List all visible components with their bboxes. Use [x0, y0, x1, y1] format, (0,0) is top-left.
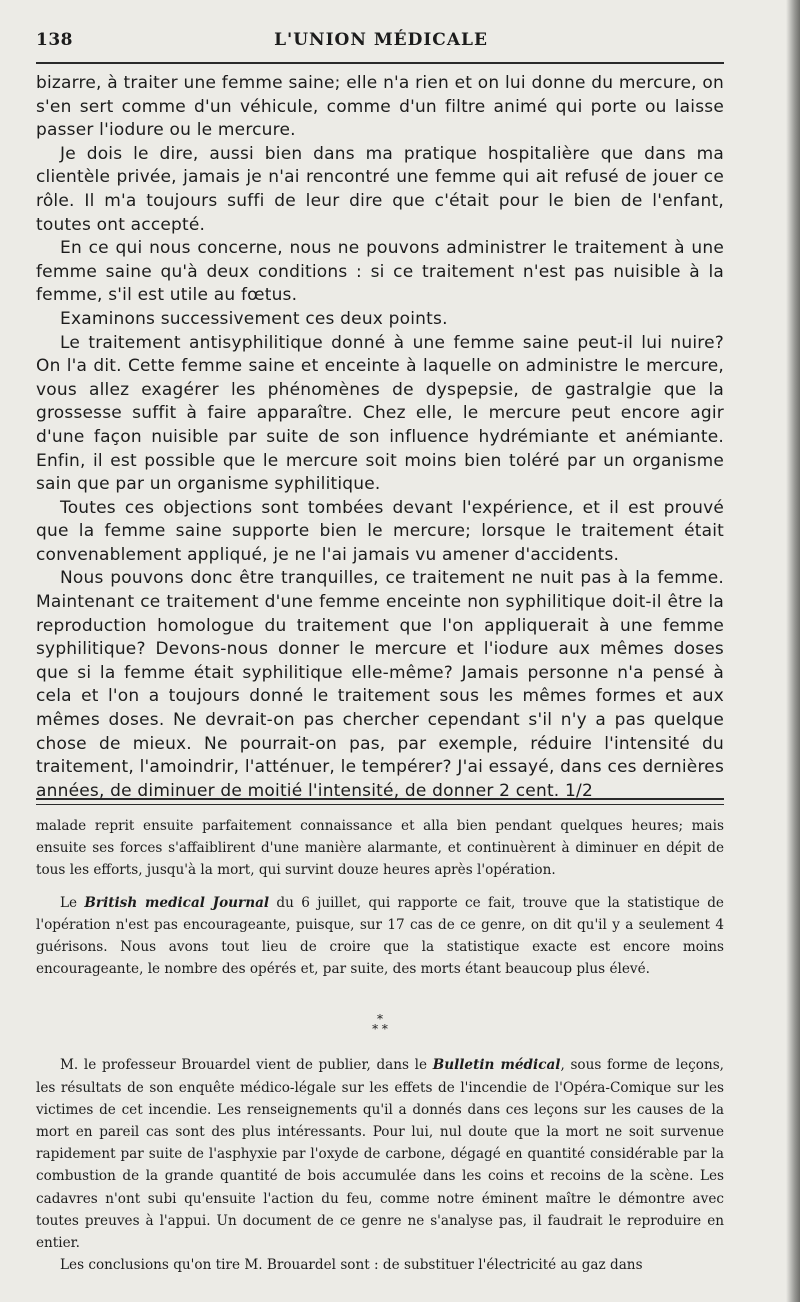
page-spine-shadow: [786, 0, 800, 1302]
page-header: [36, 28, 726, 56]
note-text: Le: [60, 894, 85, 911]
asterism-bottom: * *: [372, 1022, 388, 1037]
paragraph: Examinons successivement ces deux points.: [60, 308, 448, 329]
paragraph: En ce qui nous concerne, nous ne pouvons administrer le traitement à une femme saine qu'à deux conditions : si ce traitement n'est pas nuisible à la femme, s'il est utile au fœtus.: [36, 238, 724, 306]
note-paragraph: [36, 892, 724, 981]
asterism-top: *: [377, 1012, 383, 1027]
section-divider: [36, 798, 724, 805]
paragraph: bizarre, à traiter une femme saine; elle n'a rien et on lui donne du mercure, on s'en sert comme d'un véhicule, comme d'un filtre animé qui porte ou laisse passer l'iodure ou le mercure.: [36, 73, 724, 141]
note-paragraph: malade reprit ensuite parfaitement connaissance et alla bien pendant quelques heures; mais ensuite ses forces s'affaiblirent d'une manière alarmante, et continuèrent à diminuer en dépit de tous les efforts, jusqu'à la mort, qui survint douze heures après l'opération.: [36, 818, 724, 879]
paragraph: Le traitement antisyphilitique donné à une femme saine peut-il lui nuire? On l'a dit. Cette femme saine et enceinte à laquelle on administre le mercure, vous allez exagérer les phénomènes de dyspepsie, de gastralgie que la grossesse suffit à faire apparaître. Chez elle, le mercure peut encore agir d'une façon nuisible par suite de son influence hydrémiante et anémiante. Enfin, il est possible que le mercure soit moins bien toléré par un organisme sain que par un organisme syphilitique.: [36, 332, 724, 495]
note-text: M. le professeur Brouardel vient de publier, dans le: [60, 1057, 433, 1074]
journal-title: Bulletin médical: [432, 1057, 561, 1074]
note-text: , sous forme de leçons, les résultats de son enquête médico-légale sur les effets de l'incendie de l'Opéra-Comique sur les victimes de cet incendie. Les renseignements qu'il a donnés dans ces leçons sur les causes de la mort en pareil cas sont des plus intéressants. Pour lui, nul doute que la mort ne soit survenue rapidement par suite de l'asphyxie par l'oxyde de carbone, dégagé en quantité considérable par la combustion de la grande quantité de bois accumulée dans les coins et recoins de la scène. Les cadavres n'ont subi qu'ensuite l'action du feu, comme notre éminent maître le démontre avec toutes preuves à l'appui. Un document de ce genre ne s'analyse pas, il faudrait le reproduire en entier.: [36, 1057, 724, 1252]
asterism: [36, 1012, 724, 1037]
note-text: du 6 juillet, qui rapporte ce fait, trouve que la statistique de l'opération n'est pas encourageante, puisque, sur 17 cas de ce genre, on dit qu'il y a seulement 4 guérisons. Nous avons tout lieu de croire que la statistique exacte est encore moins encourageante, le nombre des opérés et, par suite, des morts étant beaucoup plus élevé.: [36, 894, 724, 978]
running-title: L'UNION MÉDICALE: [274, 30, 488, 50]
paragraph: Je dois le dire, aussi bien dans ma pratique hospitalière que dans ma clientèle privée, jamais je n'ai rencontré une femme qui ait refusé de jouer ce rôle. Il m'a toujours suffi de leur dire que c'était pour le bien de l'enfant, toutes ont accepté.: [36, 143, 724, 235]
note-paragraph: Les conclusions qu'on tire M. Brouardel sont : de substituer l'électricité au gaz dans: [60, 1257, 643, 1274]
paragraph: Toutes ces objections sont tombées devant l'expérience, et il est prouvé que la femme saine supporte bien le mercure; lorsque le traitement était convenablement appliqué, je ne l'ai jamais vu amener d'accidents.: [36, 497, 724, 565]
main-text: [36, 72, 724, 803]
note-paragraph: [36, 1054, 724, 1254]
chronicle-notes: [36, 815, 724, 1276]
header-rule: [36, 62, 724, 64]
journal-title: British medical Journal: [84, 894, 270, 911]
page-number: 138: [36, 30, 73, 50]
paragraph: Nous pouvons donc être tranquilles, ce traitement ne nuit pas à la femme. Maintenant ce traitement d'une femme enceinte non syphilitique doit-il être la reproduction homologue du traitement que l'on appliquerait à une femme syphilitique? Devons-nous donner le mercure et l'iodure aux mêmes doses que si la femme était syphilitique elle-même? Jamais personne n'a pensé à cela et l'on a toujours donné le traitement sous les mêmes formes et aux mêmes doses. Ne devrait-on pas chercher cependant s'il n'y a pas quelque chose de mieux. Ne pourrait-on pas, par exemple, réduire l'intensité du traitement, l'amoindrir, l'atténuer, le tempérer? J'ai essayé, dans ces dernières années, de diminuer de moitié l'intensité, de donner 2 cent. 1/2: [36, 568, 724, 801]
